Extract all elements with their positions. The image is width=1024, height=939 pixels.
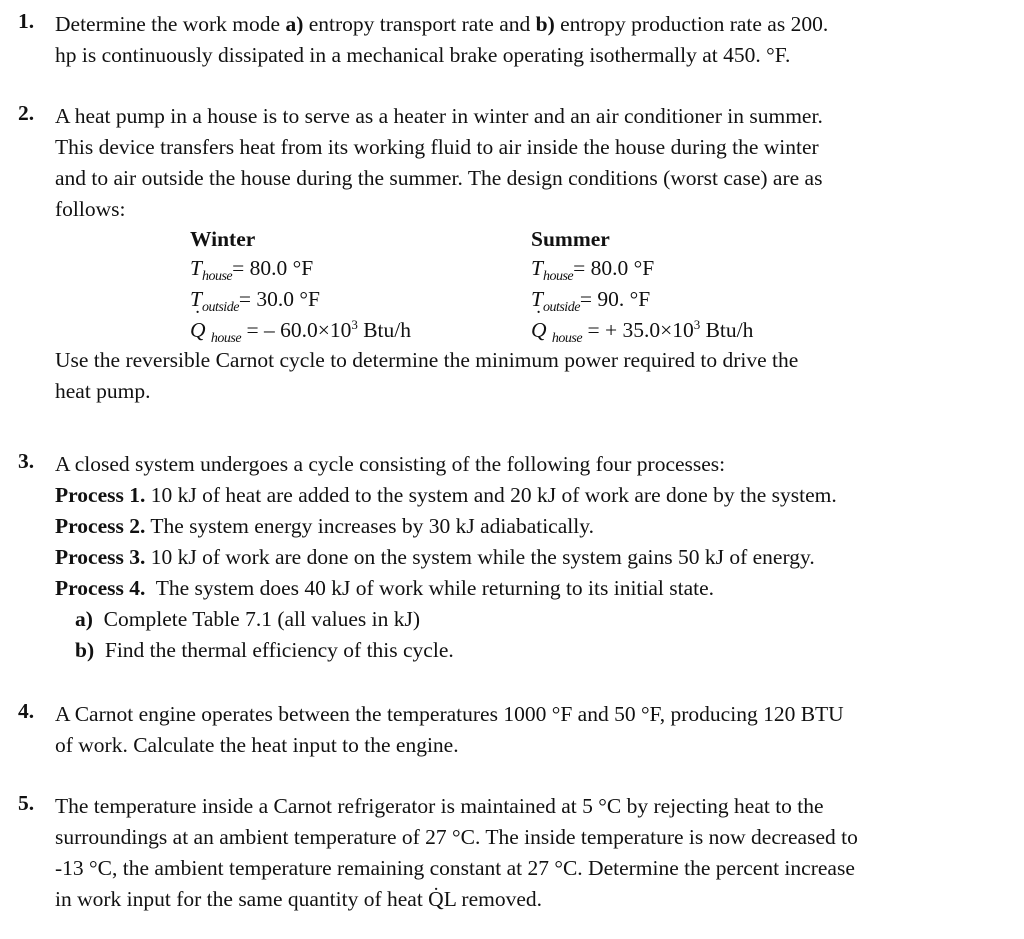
subpart-text: Find the thermal efficiency of this cycle. xyxy=(104,638,454,662)
text-line: follows: xyxy=(55,197,126,221)
summer-header: Summer xyxy=(531,227,610,251)
text-line: A Carnot engine operates between the temperatures 1000 °F and 50 °F, producing 120 BTU xyxy=(55,702,844,726)
summer-q-house xyxy=(531,315,753,346)
subscript: house xyxy=(201,269,233,284)
value: = 80.0 °F xyxy=(573,256,655,280)
problem-text xyxy=(55,9,1008,71)
text-segment: entropy production rate as 200. xyxy=(554,12,829,36)
subscript: outside xyxy=(542,300,580,315)
problem-3 xyxy=(18,449,1008,666)
unit: Btu/h xyxy=(357,318,412,342)
subpart-text: Complete Table 7.1 (all values in kJ) xyxy=(103,607,421,631)
symbol: T xyxy=(531,287,543,311)
symbol: T xyxy=(190,287,202,311)
exponent: 3 xyxy=(351,317,358,332)
process-text: The system energy increases by 30 kJ adiabatically. xyxy=(145,514,594,538)
winter-t-outside xyxy=(190,284,411,315)
part-label: a) xyxy=(285,12,304,36)
subparts xyxy=(75,604,1008,666)
symbol: ˙ Q xyxy=(190,318,206,342)
text-line: This device transfers heat from its working fluid to air inside the house during the winter xyxy=(55,135,819,159)
text-line xyxy=(55,9,1008,40)
text-line: hp is continuously dissipated in a mechanical brake operating isothermally at 450. °F. xyxy=(55,43,791,67)
problem-number: 5. xyxy=(18,791,35,815)
summer-t-house xyxy=(531,253,753,284)
winter-t-house xyxy=(190,253,411,284)
design-conditions xyxy=(55,225,1008,345)
subscript: house xyxy=(551,331,583,346)
text-line: A heat pump in a house is to serve as a heater in winter and an air conditioner in summer. xyxy=(55,104,823,128)
winter-column xyxy=(190,225,411,346)
subpart-label: b) xyxy=(75,638,95,662)
text-line: The temperature inside a Carnot refrigerator is maintained at 5 °C by rejecting heat to the xyxy=(55,794,824,818)
text-line: heat pump. xyxy=(55,379,151,403)
problem-number: 4. xyxy=(18,699,35,723)
problem-text xyxy=(55,449,1008,666)
text-segment: entropy transport rate and xyxy=(303,12,536,36)
value: = 30.0 °F xyxy=(238,287,320,311)
text-line: -13 °C, the ambient temperature remaining constant at 27 °C. Determine the percent increase xyxy=(55,856,855,880)
process-4 xyxy=(55,573,1008,604)
value: = 90. °F xyxy=(579,287,651,311)
unit: Btu/h xyxy=(700,318,754,342)
subpart-b xyxy=(75,635,1008,666)
value: = – 60.0×10 xyxy=(241,318,352,342)
part-label: b) xyxy=(535,12,555,36)
process-3 xyxy=(55,542,1008,573)
process-label: Process 3. xyxy=(55,545,146,569)
text-segment: Determine the work mode xyxy=(55,12,286,36)
process-label: Process 2. xyxy=(55,514,146,538)
process-text: 10 kJ of heat are added to the system and 20 kJ of work are done by the system. xyxy=(145,483,837,507)
text-line: A closed system undergoes a cycle consisting of the following four processes: xyxy=(55,452,726,476)
value: = 80.0 °F xyxy=(232,256,314,280)
problem-text xyxy=(55,699,1008,761)
text-line: and to air outside the house during the summer. The design conditions (worst case) are as xyxy=(55,166,823,190)
problem-1 xyxy=(18,9,1008,71)
exponent: 3 xyxy=(693,317,701,332)
text-line: in work input for the same quantity of heat Q̇L removed. xyxy=(55,887,543,911)
problem-number: 3. xyxy=(18,449,35,473)
winter-header: Winter xyxy=(190,227,256,251)
problem-number: 1. xyxy=(18,9,35,33)
text-line: Use the reversible Carnot cycle to determine the minimum power required to drive the xyxy=(55,348,799,372)
summer-t-outside xyxy=(531,284,753,315)
value: = + 35.0×10 xyxy=(582,318,694,342)
text-line: of work. Calculate the heat input to the engine. xyxy=(55,733,459,757)
problem-text xyxy=(55,101,1008,407)
problem-2 xyxy=(18,101,1008,407)
symbol: T xyxy=(190,256,202,280)
winter-q-house xyxy=(190,315,411,346)
subpart-label: a) xyxy=(75,607,93,631)
subscript: house xyxy=(542,269,574,284)
symbol: T xyxy=(531,256,543,280)
problem-5 xyxy=(18,791,1008,915)
process-1 xyxy=(55,480,1008,511)
process-label: Process 4. xyxy=(55,576,146,600)
summer-column xyxy=(531,225,753,346)
subscript: outside xyxy=(201,300,239,315)
problem-text xyxy=(55,791,1008,915)
process-label: Process 1. xyxy=(55,483,146,507)
process-2 xyxy=(55,511,1008,542)
process-text: 10 kJ of work are done on the system while the system gains 50 kJ of energy. xyxy=(145,545,815,569)
text-line: surroundings at an ambient temperature of 27 °C. The inside temperature is now decreased to xyxy=(55,825,858,849)
subpart-a xyxy=(75,604,1008,635)
problem-4 xyxy=(18,699,1008,761)
process-text: The system does 40 kJ of work while returning to its initial state. xyxy=(145,576,715,600)
subscript: house xyxy=(210,331,242,346)
symbol: ˙ Q xyxy=(531,318,547,342)
problem-number: 2. xyxy=(18,101,35,125)
